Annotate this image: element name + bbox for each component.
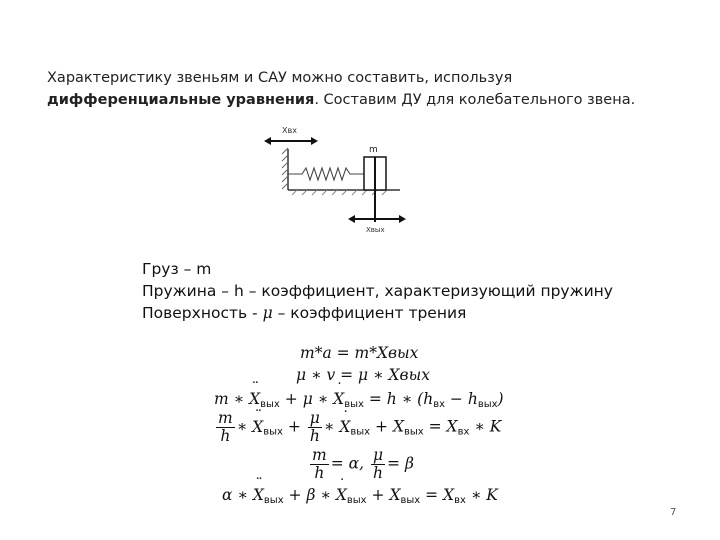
x-in-arrowhead-left [264,137,271,145]
definitions [142,258,613,324]
x-out-arrowhead-left [348,215,355,223]
equation-substitution: $\frac{m}{h}$ = α, $\frac{\mu}{h}$ = β [312,446,414,482]
intro-bold-term: дифференциальные уравнения [47,92,315,108]
x-out-arrowhead-right [399,215,406,223]
definition-surface: Поверхность - μ – коэффициент трения [142,304,467,322]
definition-mass: Груз – m [142,260,212,278]
intro-text-2: . Составим ДУ для колебательного звена. [314,92,636,108]
intro-paragraph [47,67,687,111]
intro-text-1: Характеристику звеньям и САУ можно составить, используя [47,70,513,86]
mass-label: m [369,145,378,155]
equation-final: α ∗ ¨ $X_{вых} + \beta$ ∗ ˙ $X_{вых} + X_{вых} = X_{вх}$ ∗ K [222,486,498,506]
equation-newton: m*a = m*Xвых [300,344,419,362]
equation-normalized: $\frac{m}{h}$ ∗ ¨ $X_{вых}$ + $\frac{\mu}{h}$ ∗ ˙ $X_{вых} + X_{вых} = X_{вх}$ ∗ K [214,410,501,445]
x-out-label: Xвых [366,226,385,234]
page-number: 7 [670,507,677,518]
spring [288,168,364,180]
x-in-label: Xвх [282,126,297,135]
equation-friction: μ ∗ v = μ ∗ Xвых [296,366,430,384]
equation-balance: m ∗ ¨ $X_{вых} + \mu$ ∗ ˙ $X_{вых} = h$ ∗ $(h_{вх} - h_{вых})$ [214,390,504,410]
oscillator-diagram [262,124,412,239]
x-in-arrowhead-right [311,137,318,145]
wall-hatch [282,148,288,189]
definition-spring: Пружина – h – коэффициент, характеризующий пружину [142,282,613,300]
